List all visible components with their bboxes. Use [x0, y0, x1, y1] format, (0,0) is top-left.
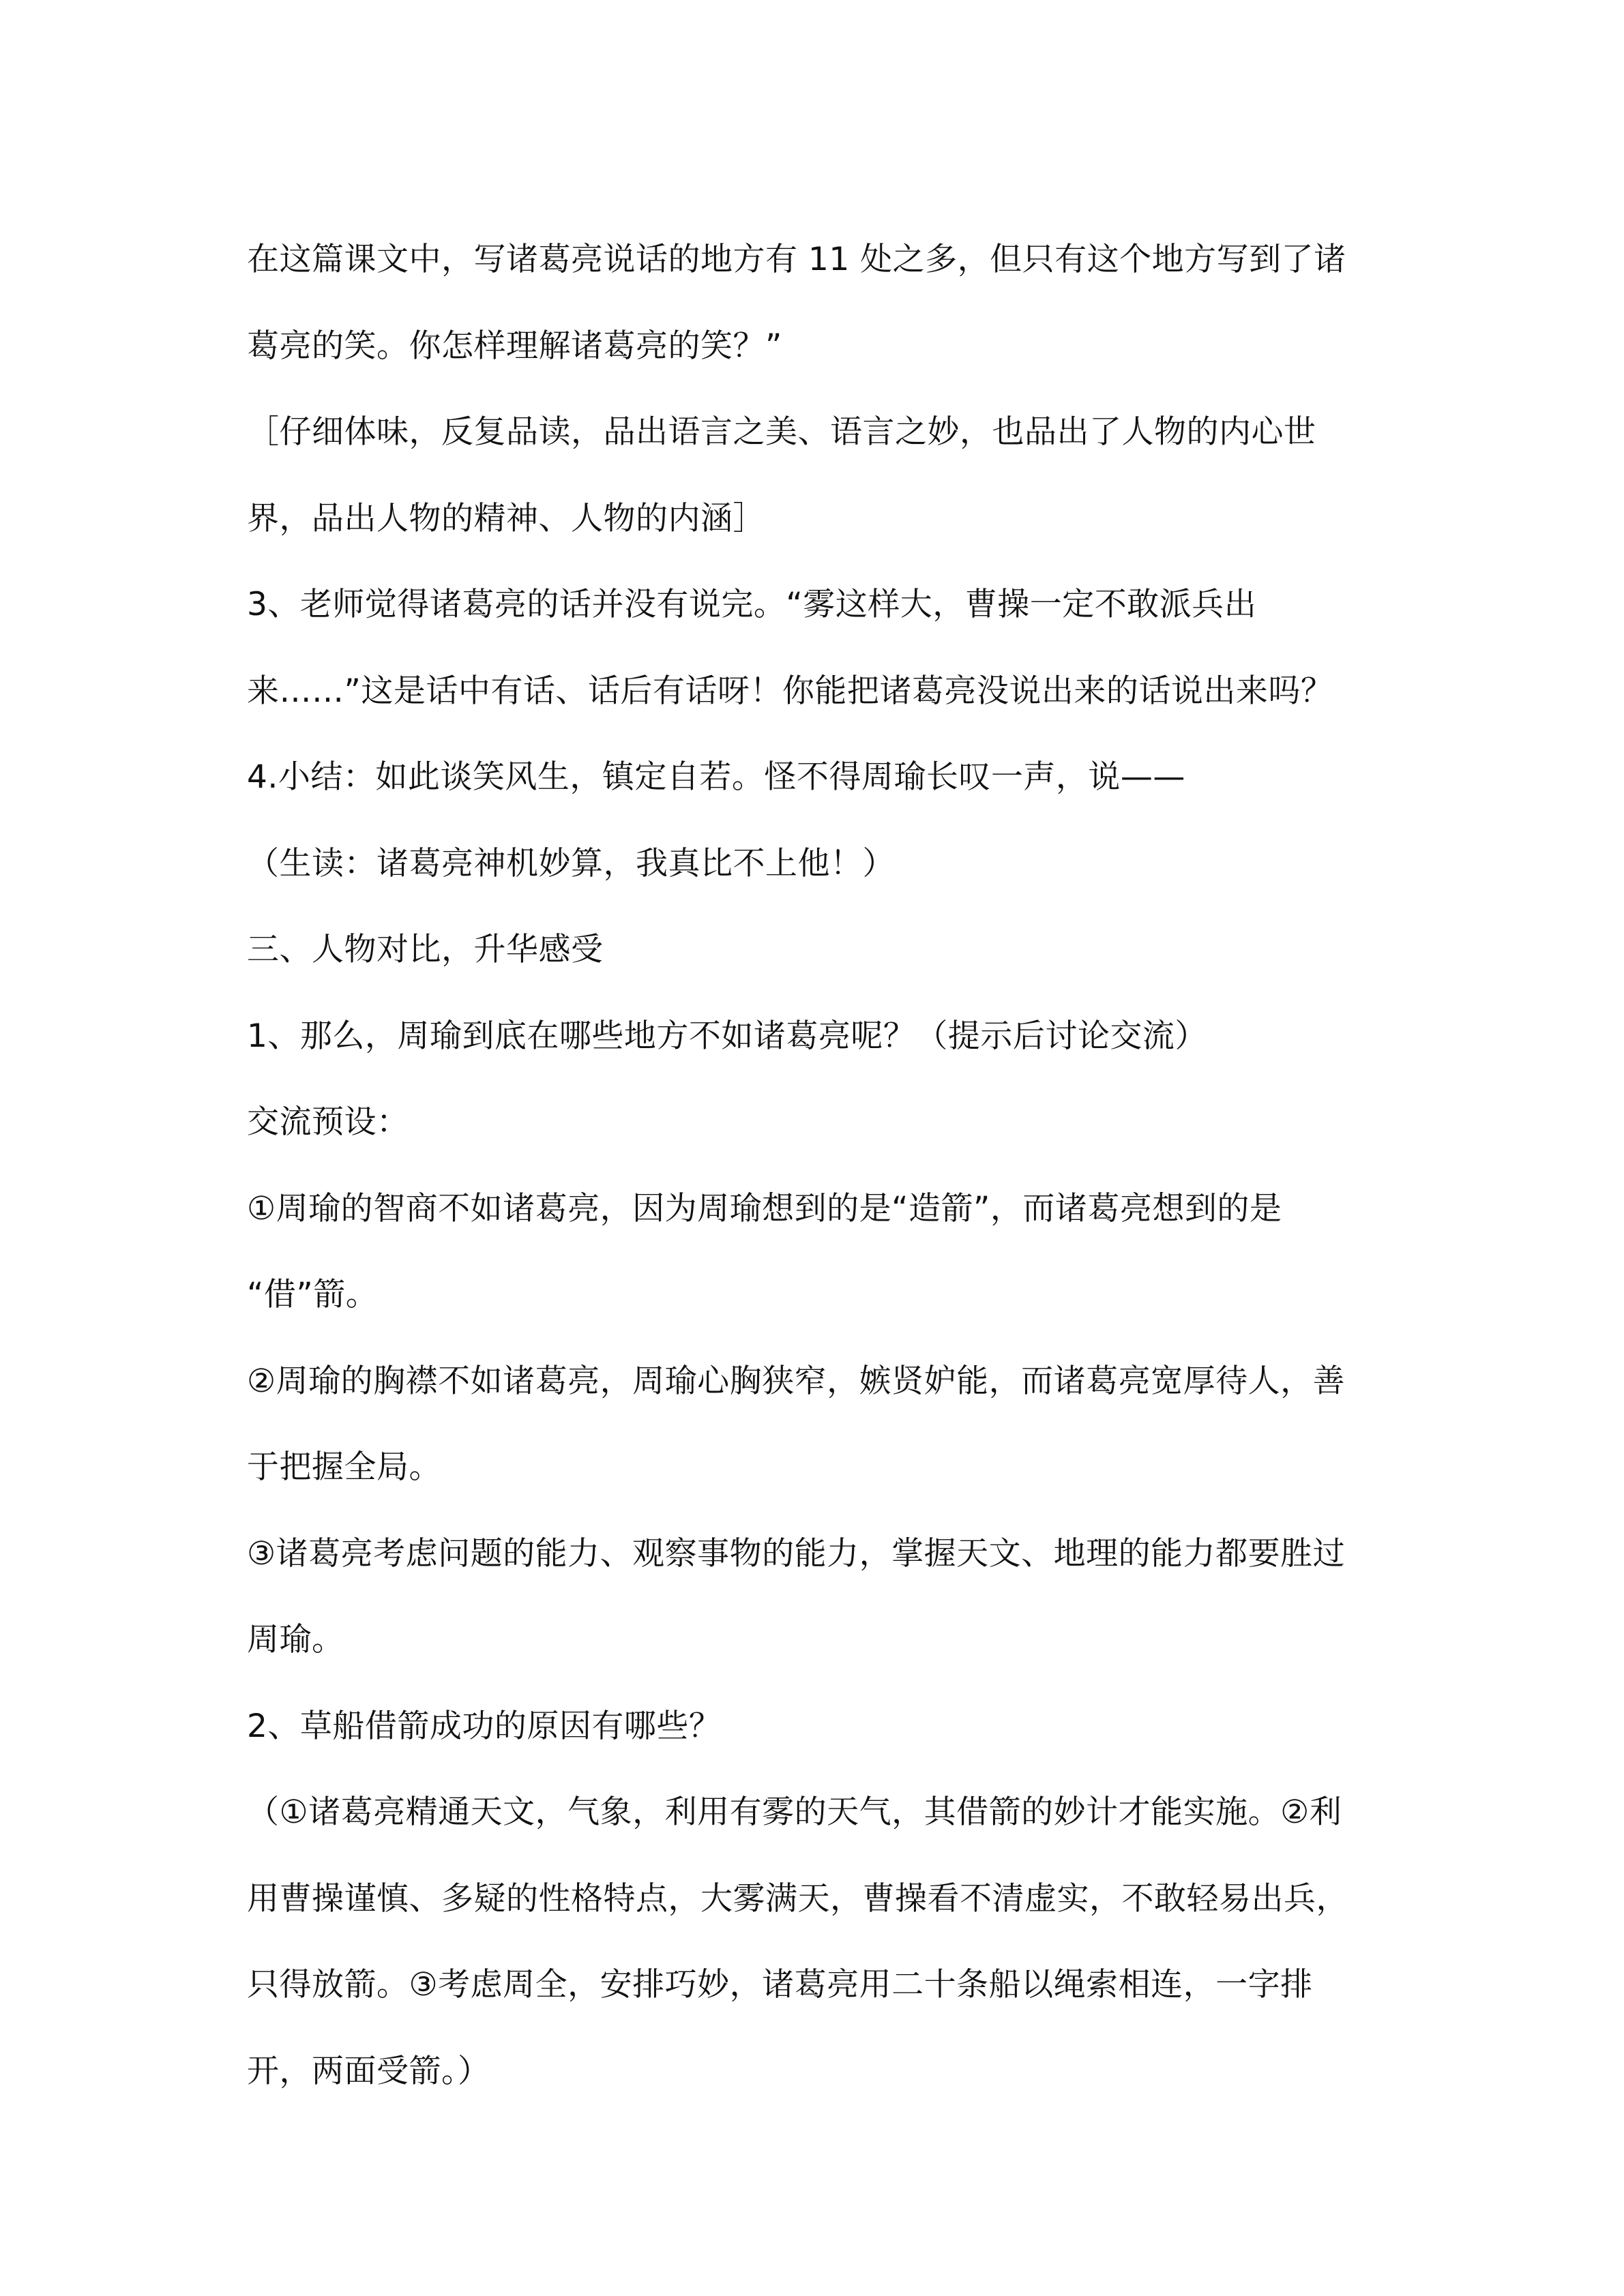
text-line: 来……”这是话中有话、话后有话呀！你能把诸葛亮没说出来的话说出来吗？: [247, 672, 1333, 710]
text-line: ①周瑜的智商不如诸葛亮，因为周瑜想到的是“造箭”，而诸葛亮想到的是: [247, 1189, 1282, 1227]
text-line: （①诸葛亮精通天文，气象，利用有雾的天气，其借箭的妙计才能实施。②利: [247, 1793, 1342, 1831]
text-line: 周瑜。: [247, 1621, 344, 1658]
text-line: 只得放箭。③考虑周全，安排巧妙，诸葛亮用二十条船以绳索相连，一字排: [247, 1966, 1313, 2003]
text-line: 用曹操谨慎、多疑的性格特点，大雾满天，曹操看不清虚实，不敢轻易出兵，: [247, 1879, 1348, 1918]
text-line: 于把握全局。: [247, 1448, 441, 1486]
text-line: 1、那么，周瑜到底在哪些地方不如诸葛亮呢？（提示后讨论交流）: [247, 1017, 1207, 1055]
text-line: 葛亮的笑。你怎样理解诸葛亮的笑？”: [247, 327, 782, 365]
text-line: 3、老师觉得诸葛亮的话并没有说完。“雾这样大，曹操一定不敢派兵出: [247, 586, 1257, 623]
text-line: 开，两面受箭。）: [247, 2052, 490, 2090]
text-line: 在这篇课文中，写诸葛亮说话的地方有 11 处之多，但只有这个地方写到了诸: [247, 241, 1346, 278]
text-line: 交流预设：: [247, 1103, 409, 1141]
section-heading: 三、人物对比，升华感受: [247, 931, 604, 968]
text-line: （生读：诸葛亮神机妙算，我真比不上他！）: [247, 844, 895, 882]
document-body: [247, 217, 1379, 2115]
text-line: ②周瑜的胸襟不如诸葛亮，周瑜心胸狭窄，嫉贤妒能，而诸葛亮宽厚待人，善: [247, 1362, 1346, 1400]
text-line: 界，品出人物的精神、人物的内涵］: [247, 499, 765, 537]
text-line: ③诸葛亮考虑问题的能力、观察事物的能力，掌握天文、地理的能力都要胜过: [247, 1534, 1346, 1572]
text-line: 4.小结：如此谈笑风生，镇定自若。怪不得周瑜长叹一声，说——: [247, 758, 1185, 796]
text-line: 2、草船借箭成功的原因有哪些？: [247, 1707, 722, 1745]
text-line: “借”箭。: [247, 1276, 379, 1313]
text-line: ［仔细体味，反复品读，品出语言之美、语言之妙，也品出了人物的内心世: [247, 413, 1316, 451]
